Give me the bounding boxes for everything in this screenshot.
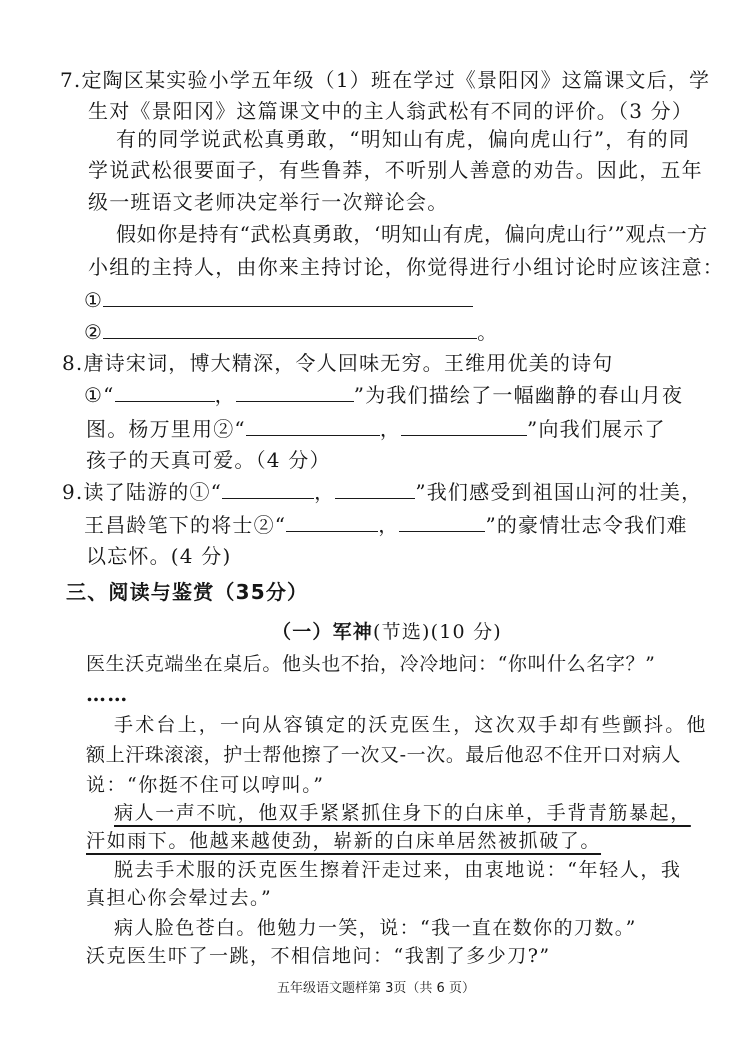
passage-p3-line-1-underlined: 病人一声不吭，他双手紧紧抓住身下的白床单，手背青筋暴起， [114, 802, 691, 824]
q7-line-5: 级一班语文老师决定举行一次辩论会。 [88, 190, 449, 214]
passage-p5: 病人脸色苍白。他勉力一笑，说：“我一直在数你的刀数。” [114, 917, 637, 939]
q9-l2-prefix: 王昌龄笔下的将士②“ [84, 513, 287, 537]
q9-blank-4[interactable] [399, 513, 485, 532]
q8-l2-prefix: ①“ [84, 383, 115, 407]
passage-p4-line-1: 脱去手术服的沃克医生擦着汗走过来，由衷地说：“年轻人，我 [114, 859, 682, 881]
q7-item-2-marker: ② [84, 320, 104, 344]
q8-line-1: 8.唐诗宋词，博大精深，令人回味无穷。王维用优美的诗句 [62, 351, 614, 375]
passage-title-score: (10 分) [430, 621, 502, 643]
q8-line-3 [86, 415, 666, 443]
section-3-heading: 三、阅读与鉴赏（35分） [66, 580, 309, 604]
passage-title-main: （一）军神 [272, 621, 374, 643]
q8-l2-suffix: ”为我们描绘了一幅幽静的春山月夜 [353, 383, 684, 407]
q8-l3-comma: ， [379, 417, 402, 441]
q7-answer-blank-1[interactable] [103, 288, 473, 307]
q9-l1-comma: ， [314, 480, 336, 504]
passage-p6: 沃克医生吓了一跳，不相信地问：“我割了多少刀?” [86, 945, 551, 967]
q7-line-4: 学说武松很要面子，有些鲁莽，不听别人善意的劝告。因此，五年 [88, 158, 703, 182]
q9-blank-1[interactable] [222, 480, 314, 499]
q9-l2-suffix: ”的豪情壮志令我们难 [485, 513, 688, 537]
passage-p4-line-2: 真担心你会晕过去。” [86, 887, 273, 909]
q7-item-1-marker: ① [84, 288, 104, 312]
q8-blank-2[interactable] [236, 383, 354, 402]
q7-answer-blank-2[interactable] [103, 320, 477, 339]
q9-l2-comma: ， [378, 513, 400, 537]
q8-line-4: 孩子的天真可爱。（4 分） [86, 448, 331, 472]
q9-blank-2[interactable] [335, 480, 415, 499]
q7-line-7: 小组的主持人，由你来主持讨论，你觉得进行小组讨论时应该注意： [88, 255, 724, 279]
passage-p2-line-2: 额上汗珠滚滚，护士帮他擦了一次又-一次。最后他忍不住开口对病人 [86, 744, 682, 766]
q7-line-1: 7.定陶区某实验小学五年级（1）班在学过《景阳冈》这篇课文后，学 [60, 68, 711, 92]
q9-blank-3[interactable] [286, 513, 378, 532]
q9-l1-prefix: 9.读了陆游的①“ [62, 480, 223, 504]
passage-title [272, 618, 502, 646]
q8-blank-1[interactable] [115, 383, 215, 402]
q7-line-3: 有的同学说武松真勇敢，“明知山有虎，偏向虎山行”，有的同 [116, 127, 691, 151]
q7-line-6: 假如你是持有“武松真勇敢，‘明知山有虎，偏向虎山行’”观点一方 [116, 222, 708, 246]
q8-blank-4[interactable] [401, 417, 527, 436]
passage-p1: 医生沃克端坐在桌后。他头也不抬，冷冷地问：“你叫什么名字？” [86, 653, 656, 675]
q9-line-3: 以忘怀。(4 分) [86, 544, 232, 568]
q8-l3-suffix: ”向我们展示了 [527, 417, 666, 441]
passage-p2-line-1: 手术台上，一向从容镇定的沃克医生，这次双手却有些颤抖。他 [114, 714, 708, 736]
q8-l3-prefix: 图。杨万里用②“ [86, 417, 246, 441]
passage-ellipsis: …… [86, 682, 129, 706]
q8-l2-comma: ， [214, 383, 236, 407]
q8-blank-3[interactable] [246, 417, 380, 436]
passage-title-excerpt: (节选) [373, 621, 431, 643]
q9-l1-suffix: ”我们感受到祖国山河的壮美， [415, 480, 703, 504]
passage-p2-line-3: 说：“你挺不住可以哼叫。” [86, 774, 325, 796]
passage-p3-line-2-underlined: 汗如雨下。他越来越使劲，崭新的白床单居然被抓破了。 [86, 830, 602, 852]
q7-answer-row-1 [84, 286, 473, 314]
q7-answer-row-2 [84, 318, 498, 346]
page-footer: 五年级语文题样第 3页（共 6 页） [277, 981, 475, 996]
q7-item-2-end: 。 [477, 320, 499, 344]
q8-line-2 [84, 381, 683, 409]
q9-line-1 [62, 478, 702, 506]
q9-line-2 [84, 511, 688, 539]
q7-line-2: 生对《景阳冈》这篇课文中的主人翁武松有不同的评价。（3 分） [88, 99, 694, 123]
